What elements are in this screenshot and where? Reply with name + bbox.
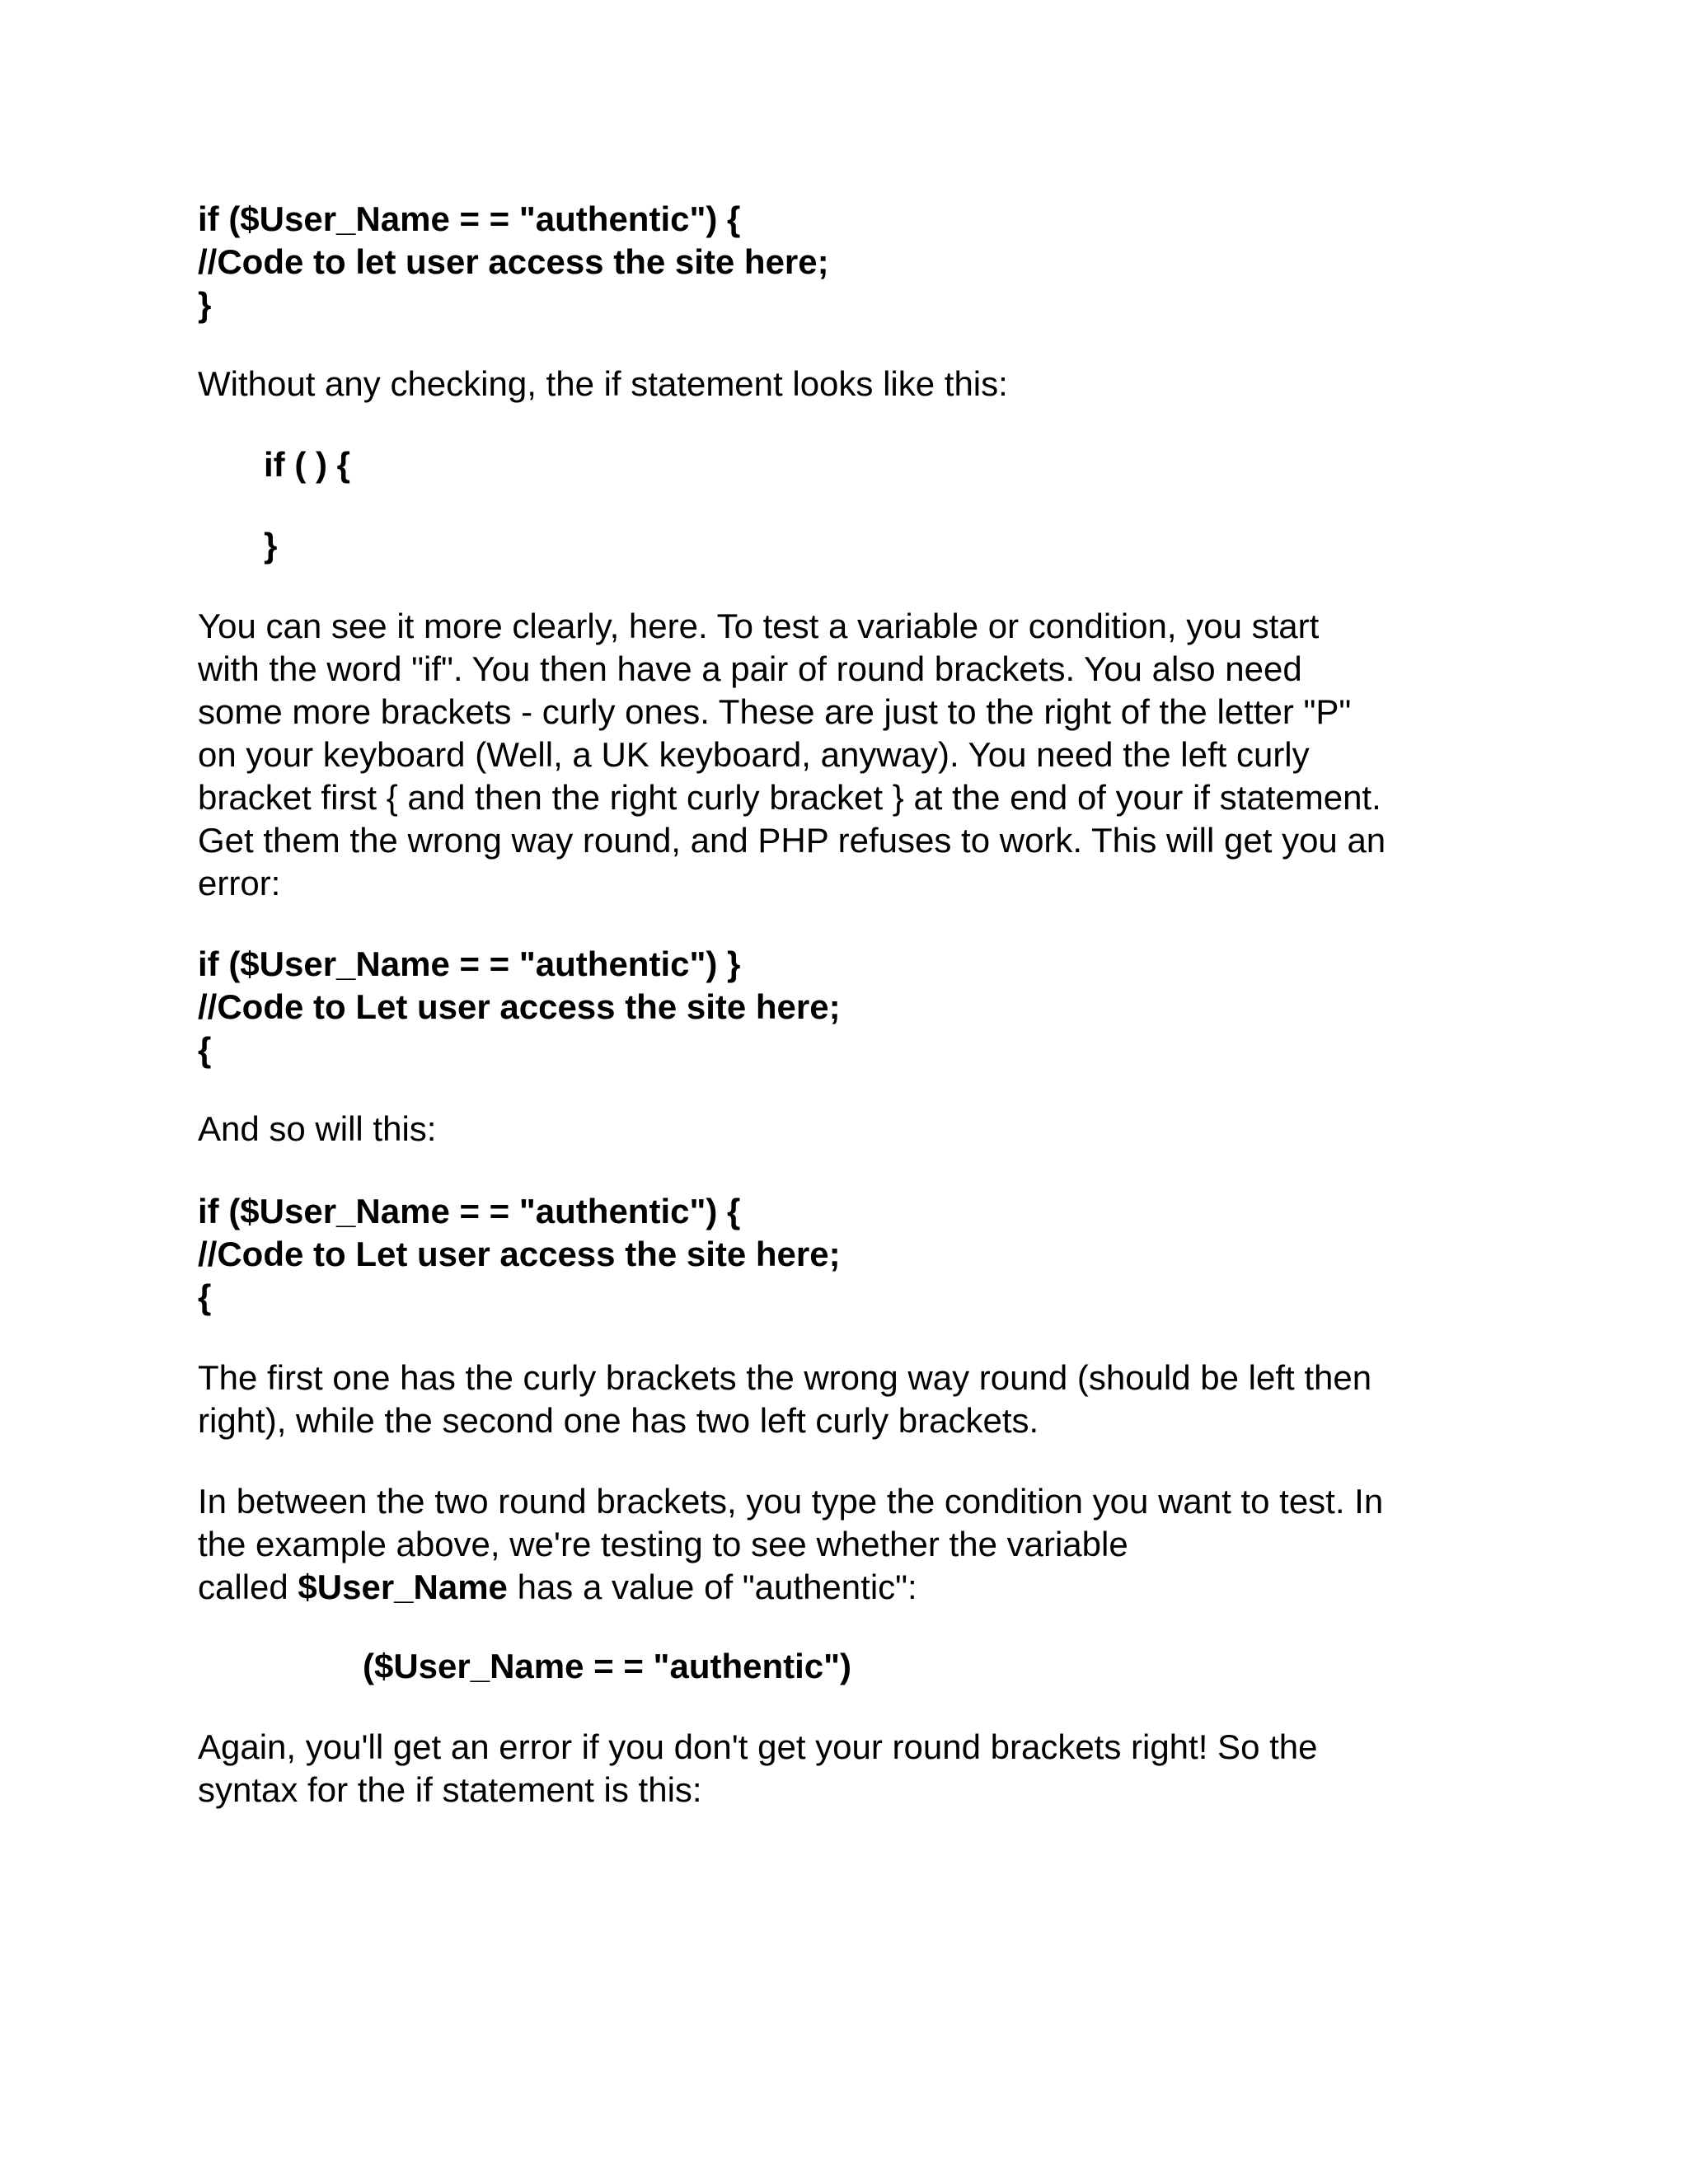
- paragraph-line: syntax for the if statement is this:: [198, 1770, 702, 1809]
- code-line: ($User_Name = = "authentic"): [363, 1647, 852, 1685]
- paragraph-without-checking: [198, 363, 1517, 405]
- paragraph-in-between: [198, 1480, 1517, 1609]
- code-empty-if-close: [264, 524, 1582, 567]
- code-block-correct-if: [198, 198, 1517, 326]
- paragraph-brackets-explanation: [198, 605, 1517, 905]
- code-line: if ($User_Name = = "authentic") }: [198, 944, 741, 983]
- paragraph-line: the example above, we're testing to see whether the variable: [198, 1525, 1128, 1563]
- paragraph-line: And so will this:: [198, 1109, 437, 1148]
- code-line: //Code to let user access the site here;: [198, 242, 829, 281]
- code-line: {: [198, 1277, 212, 1316]
- paragraph-line: Get them the wrong way round, and PHP refuses to work. This will get you an: [198, 821, 1386, 860]
- paragraph-line: Without any checking, the if statement looks like this:: [198, 364, 1008, 403]
- code-empty-if-open: [264, 443, 1582, 486]
- code-line: if ($User_Name = = "authentic") {: [198, 1192, 741, 1230]
- code-line: if ($User_Name = = "authentic") {: [198, 199, 741, 238]
- code-line: //Code to Let user access the site here;: [198, 987, 841, 1026]
- paragraph-first-one: [198, 1357, 1517, 1442]
- code-line: {: [198, 1030, 212, 1069]
- code-block-wrong-order: [198, 943, 1517, 1071]
- code-line: if ( ) {: [264, 445, 350, 484]
- paragraph-line: [198, 1566, 1517, 1609]
- paragraph-again: [198, 1726, 1517, 1811]
- paragraph-line: You can see it more clearly, here. To test a variable or condition, you start: [198, 607, 1320, 645]
- paragraph-line: Again, you'll get an error if you don't get your round brackets right! So the: [198, 1727, 1318, 1766]
- code-line: }: [198, 285, 212, 324]
- paragraph-line: with the word "if". You then have a pair of round brackets. You also need: [198, 649, 1302, 688]
- code-line: }: [264, 526, 278, 565]
- paragraph-line: bracket first { and then the right curly bracket } at the end of your if statement.: [198, 778, 1381, 817]
- code-line: //Code to Let user access the site here;: [198, 1235, 841, 1273]
- paragraph-and-so-will-this: [198, 1108, 1517, 1151]
- code-condition: [363, 1645, 1681, 1688]
- paragraph-line: The first one has the curly brackets the wrong way round (should be left then: [198, 1358, 1372, 1397]
- paragraph-line: on your keyboard (Well, a UK keyboard, anyway). You need the left curly: [198, 735, 1310, 774]
- code-block-two-left: [198, 1190, 1517, 1319]
- text-fragment: has a value of "authentic":: [507, 1568, 917, 1606]
- variable-name: $User_Name: [298, 1568, 508, 1606]
- paragraph-line: In between the two round brackets, you type the condition you want to test. In: [198, 1482, 1384, 1521]
- paragraph-line: right), while the second one has two left curly brackets.: [198, 1401, 1039, 1440]
- text-fragment: called: [198, 1568, 298, 1606]
- paragraph-line: error:: [198, 864, 281, 902]
- paragraph-line: some more brackets - curly ones. These are just to the right of the letter "P": [198, 692, 1352, 731]
